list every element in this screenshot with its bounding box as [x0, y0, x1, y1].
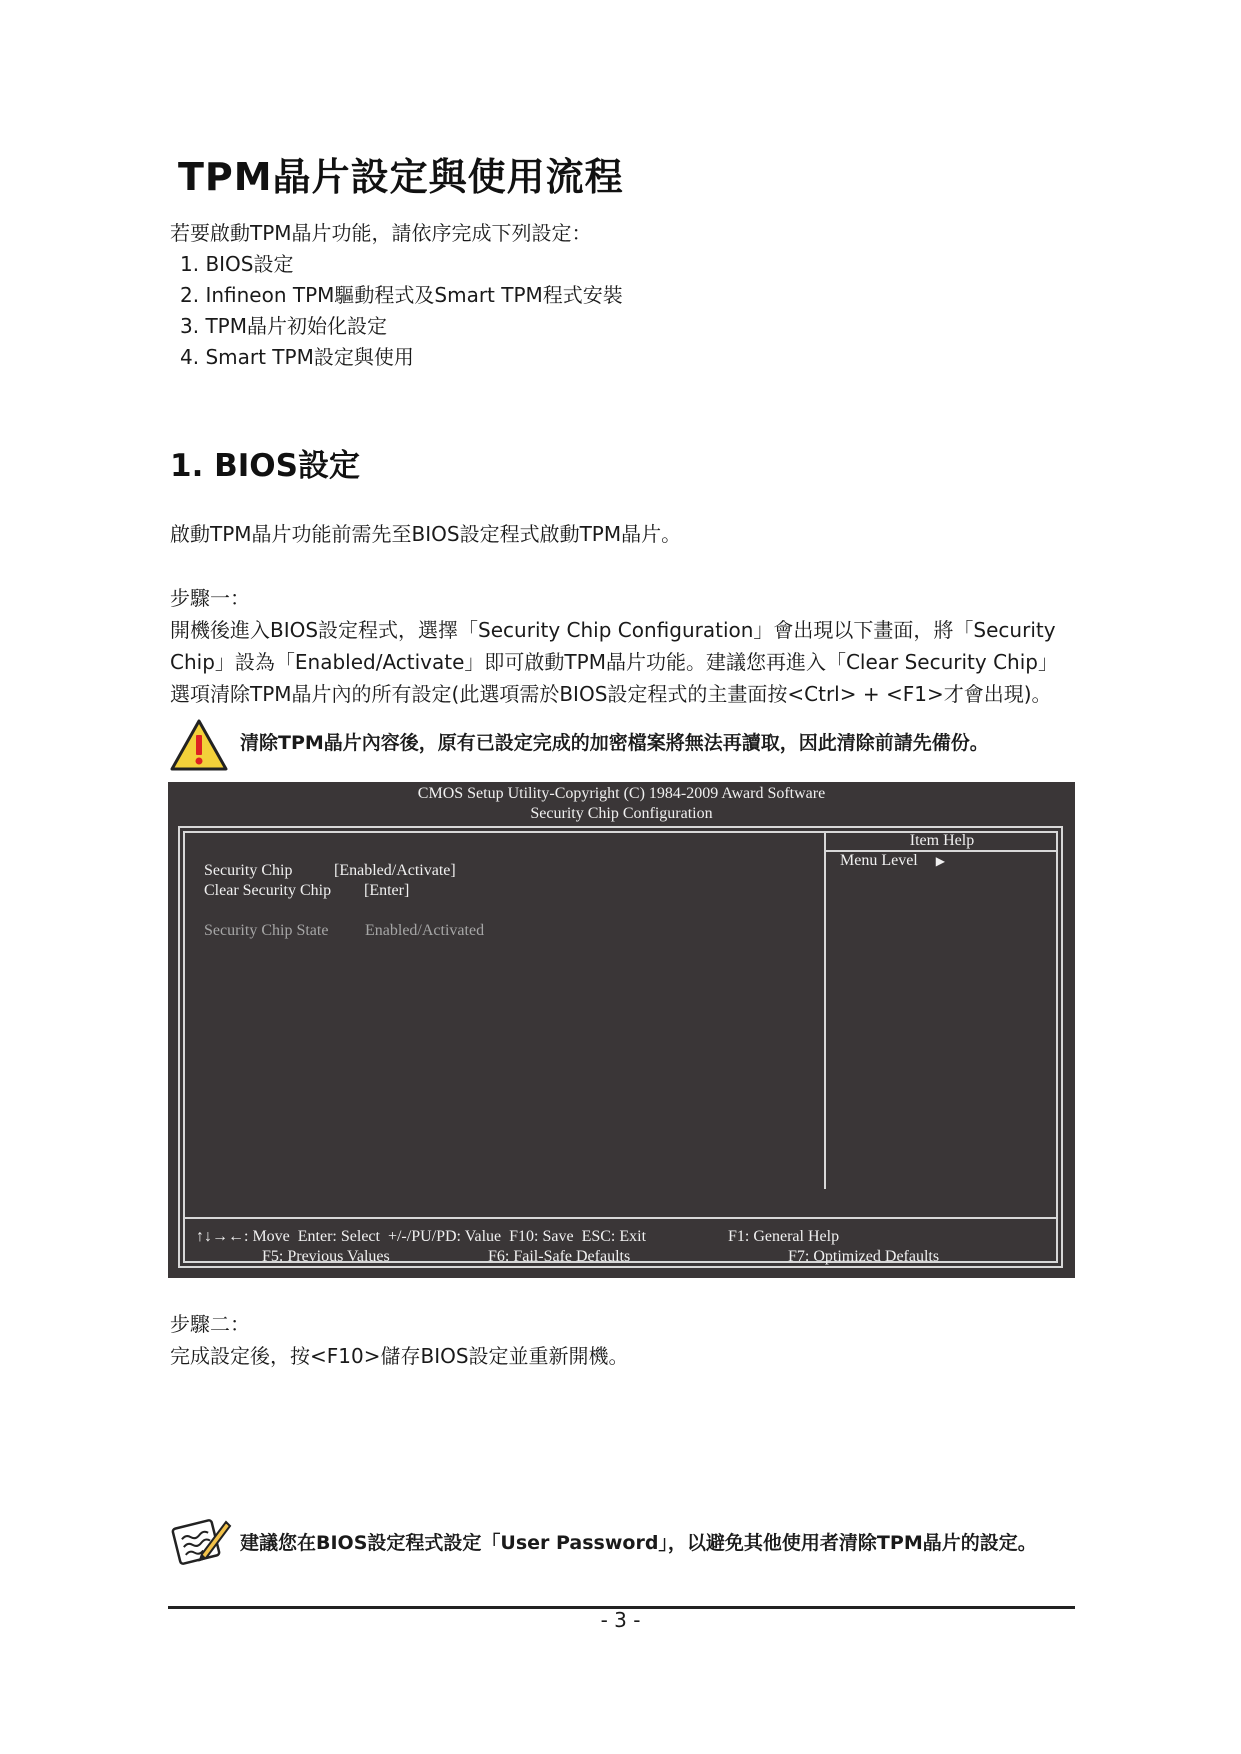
bios-option-label-chip-state: Security Chip State — [204, 922, 329, 939]
triangle-right-icon: ▶ — [935, 854, 945, 868]
bios-footer-previous-values: F5: Previous Values — [262, 1248, 390, 1265]
section-paragraph: 啟動TPM晶片功能前需先至BIOS設定程式啟動TPM晶片。 — [170, 522, 682, 546]
item-help-title: Item Help — [909, 832, 975, 849]
page-number: - 3 - — [600, 1608, 641, 1632]
step1-body: 開機後進入BIOS設定程式，選擇「Security Chip Configuration」會出現以下畫面，將「Security Chip」設為「Enabled/Activate」即可啟動TPM晶片功能。建議您再進入「Clear Security Chip」選項清除TPM晶片內的所有設定(此選項需於BIOS設定程式的主畫面按<Ctrl> + <F1>才會出現)。 — [170, 618, 1058, 706]
section-title: 1. BIOS設定 — [170, 448, 360, 484]
setup-step: 2. Infineon TPM驅動程式及Smart TPM程式安裝 — [180, 283, 623, 307]
page-title: TPM晶片設定與使用流程 — [178, 155, 624, 199]
bios-footer-optimized-defaults: F7: Optimized Defaults — [788, 1248, 940, 1265]
bios-help-divider — [824, 831, 826, 1189]
note-callout — [170, 1512, 1075, 1572]
menu-level — [840, 852, 945, 870]
intro-block — [170, 218, 623, 373]
bios-header-copyright: CMOS Setup Utility-Copyright (C) 1984-2009 Award Software — [417, 785, 826, 802]
bios-footer-keys: ↑↓→←: Move Enter: Select +/-/PU/PD: Value F10: Save ESC: Exit — [196, 1228, 647, 1245]
setup-steps-list — [170, 249, 623, 373]
warning-icon — [170, 718, 228, 772]
bios-option-value-clear-security-chip[interactable]: [Enter] — [364, 882, 410, 899]
bios-option-label-clear-security-chip[interactable]: Clear Security Chip — [204, 882, 332, 899]
step2-label: 步驟二： — [170, 1312, 250, 1336]
bios-footer-divider — [183, 1217, 1058, 1219]
step2-body: 完成設定後，按<F10>儲存BIOS設定並重新開機。 — [170, 1344, 629, 1368]
bios-footer-failsafe-defaults: F6: Fail-Safe Defaults — [488, 1248, 631, 1265]
bios-option-value-chip-state: Enabled/Activated — [365, 922, 485, 939]
intro-lead: 若要啟動TPM晶片功能，請依序完成下列設定： — [170, 221, 592, 245]
bios-footer-general-help: F1: General Help — [728, 1228, 840, 1245]
setup-step: 1. BIOS設定 — [180, 252, 294, 276]
bios-option-label-security-chip[interactable]: Security Chip — [204, 862, 293, 879]
note-pencil-icon — [170, 1512, 232, 1572]
warning-text: 清除TPM晶片內容後，原有已設定完成的加密檔案將無法再讀取，因此清除前請先備份。 — [240, 732, 989, 754]
bios-option-value-security-chip[interactable]: [Enabled/Activate] — [334, 862, 456, 879]
note-text: 建議您在BIOS設定程式設定「User Password」，以避免其他使用者清除TPM晶片的設定。 — [240, 1532, 1037, 1554]
bios-screenshot — [168, 782, 1075, 1278]
bios-header — [168, 782, 1075, 824]
warning-callout — [170, 718, 1075, 774]
step1-label: 步驟一： — [170, 586, 250, 610]
setup-step: 3. TPM晶片初始化設定 — [180, 314, 387, 338]
setup-step: 4. Smart TPM設定與使用 — [180, 345, 414, 369]
bios-header-screen-title: Security Chip Configuration — [530, 805, 713, 822]
menu-level-label: Menu Level — [840, 852, 918, 869]
